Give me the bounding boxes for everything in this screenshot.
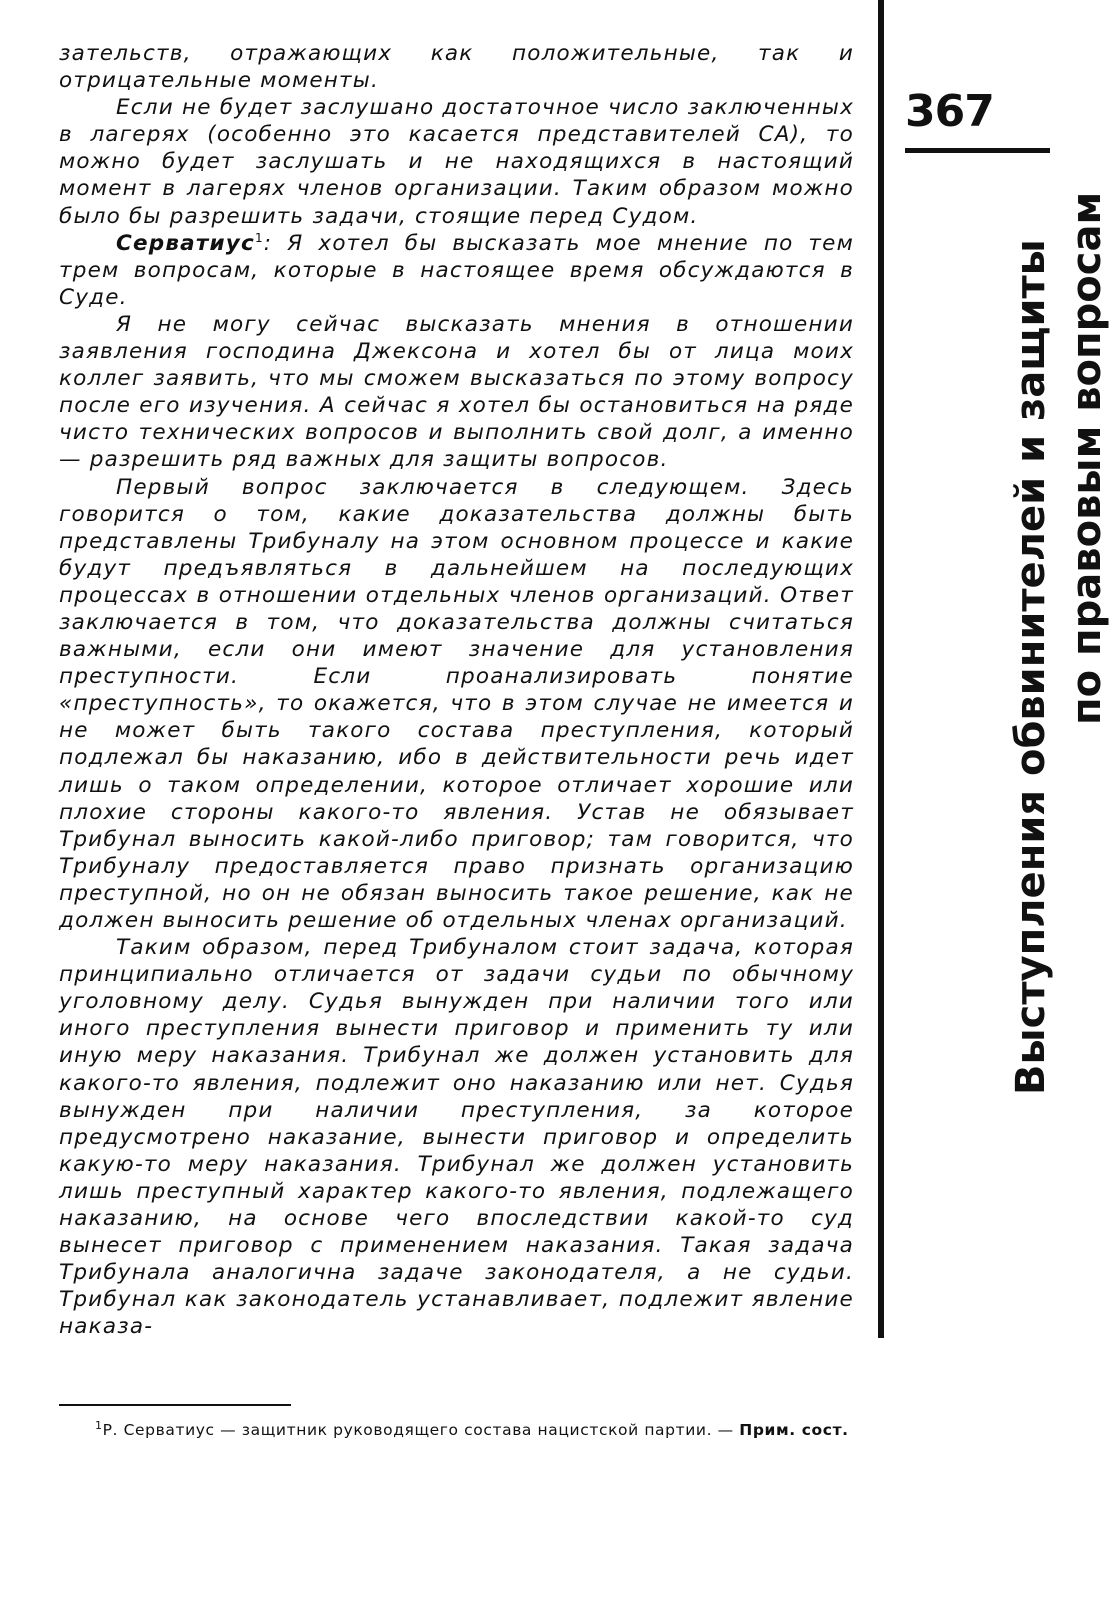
paragraph-4: Я не могу сейчас высказать мнения в отношении заявления господина Джексона и хотел бы от лица моих коллег заявить, что мы сможем высказаться по этому вопросу после его изучения. А сейчас я хотел бы остановиться на ряде чисто технических вопросов и выполнить свой долг, а именно — разрешить ряд важных для защиты вопросов. (59, 311, 854, 473)
footnote-note: Прим. сост. (739, 1421, 849, 1439)
paragraph-3-text: : Я хотел бы высказать мое мнение по тем трем вопросам, которые в настоящее время обсуждаются в Суде. (59, 230, 854, 310)
running-head-line-1: Выступления обвинителей и защиты (1008, 239, 1054, 1095)
paragraph-2: Если не будет заслушано достаточное число заключенных в лагерях (особенно это касается представителей СА), то можно будет заслушать и не находящихся в настоящий момент в лагерях членов организации. Таким образом можно было бы разрешить задачи, стоящие перед Судом. (59, 95, 854, 229)
footnote (59, 1418, 859, 1442)
paragraph-5: Первый вопрос заключается в следующем. Здесь говорится о том, какие доказательства должны быть представлены Трибуналу на этом основном процессе и какие будут предъявляться в дальнейшем на последующих процессах в отношении отдельных членов организаций. Ответ заключается в том, что доказательства должны считаться важными, если они имеют значение для установления преступности. Если проанализировать понятие «преступность», то окажется, что в этом случае не имеется и не может быть такого состава преступления, который подлежал бы наказанию, ибо в действительности речь идет лишь о таком определении, которое отличает хорошие или плохие стороны какого-то явления. Устав не обязывает Трибунал выносить какой-либо приговор; там говорится, что Трибуналу предоставляется право признать организацию преступной, но он не обязан выносить такое решение, как не должен выносить решение об отдельных членах организаций. (59, 474, 854, 933)
speaker-name: Серватиус (116, 230, 255, 256)
page-number: 367 (905, 86, 994, 137)
footnote-separator (59, 1404, 291, 1406)
running-head-line-2: по правовым вопросам (1064, 191, 1110, 725)
main-text-column (59, 40, 854, 1341)
footnote-reference: 1 (254, 230, 264, 245)
paragraph-1: зательств, отражающих как положительные, так и отрицательные моменты. (59, 41, 854, 94)
footnote-text: Р. Серватиус — защитник руководящего состава нацистской партии. — (102, 1421, 734, 1439)
paragraph-3 (59, 230, 854, 311)
running-head (1003, 191, 1113, 1095)
paragraph-6: Таким образом, перед Трибуналом стоит задача, которая принципиально отличается от задачи судьи по обычному уголовному делу. Судья вынужден при наличии того или иного преступления вынести приговор и применить ту или иную меру наказания. Трибунал же должен установить для какого-то явления, подлежит оно наказанию или нет. Судья вынужден при наличии преступления, за которое предусмотрено наказание, вынести приговор и определить какую-то меру наказания. Трибунал же должен установить лишь преступный характер какого-то явления, подлежащего наказанию, на основе чего впоследствии какой-то суд вынесет приговор с применением наказания. Такая задача Трибунала аналогична задаче законодателя, а не судьи. Трибунал как законодатель устанавливает, подлежит явление наказа- (59, 935, 854, 1340)
footnote-mark: 1 (95, 1418, 103, 1432)
vertical-rule (878, 0, 884, 1338)
page-number-rule (905, 148, 1050, 153)
